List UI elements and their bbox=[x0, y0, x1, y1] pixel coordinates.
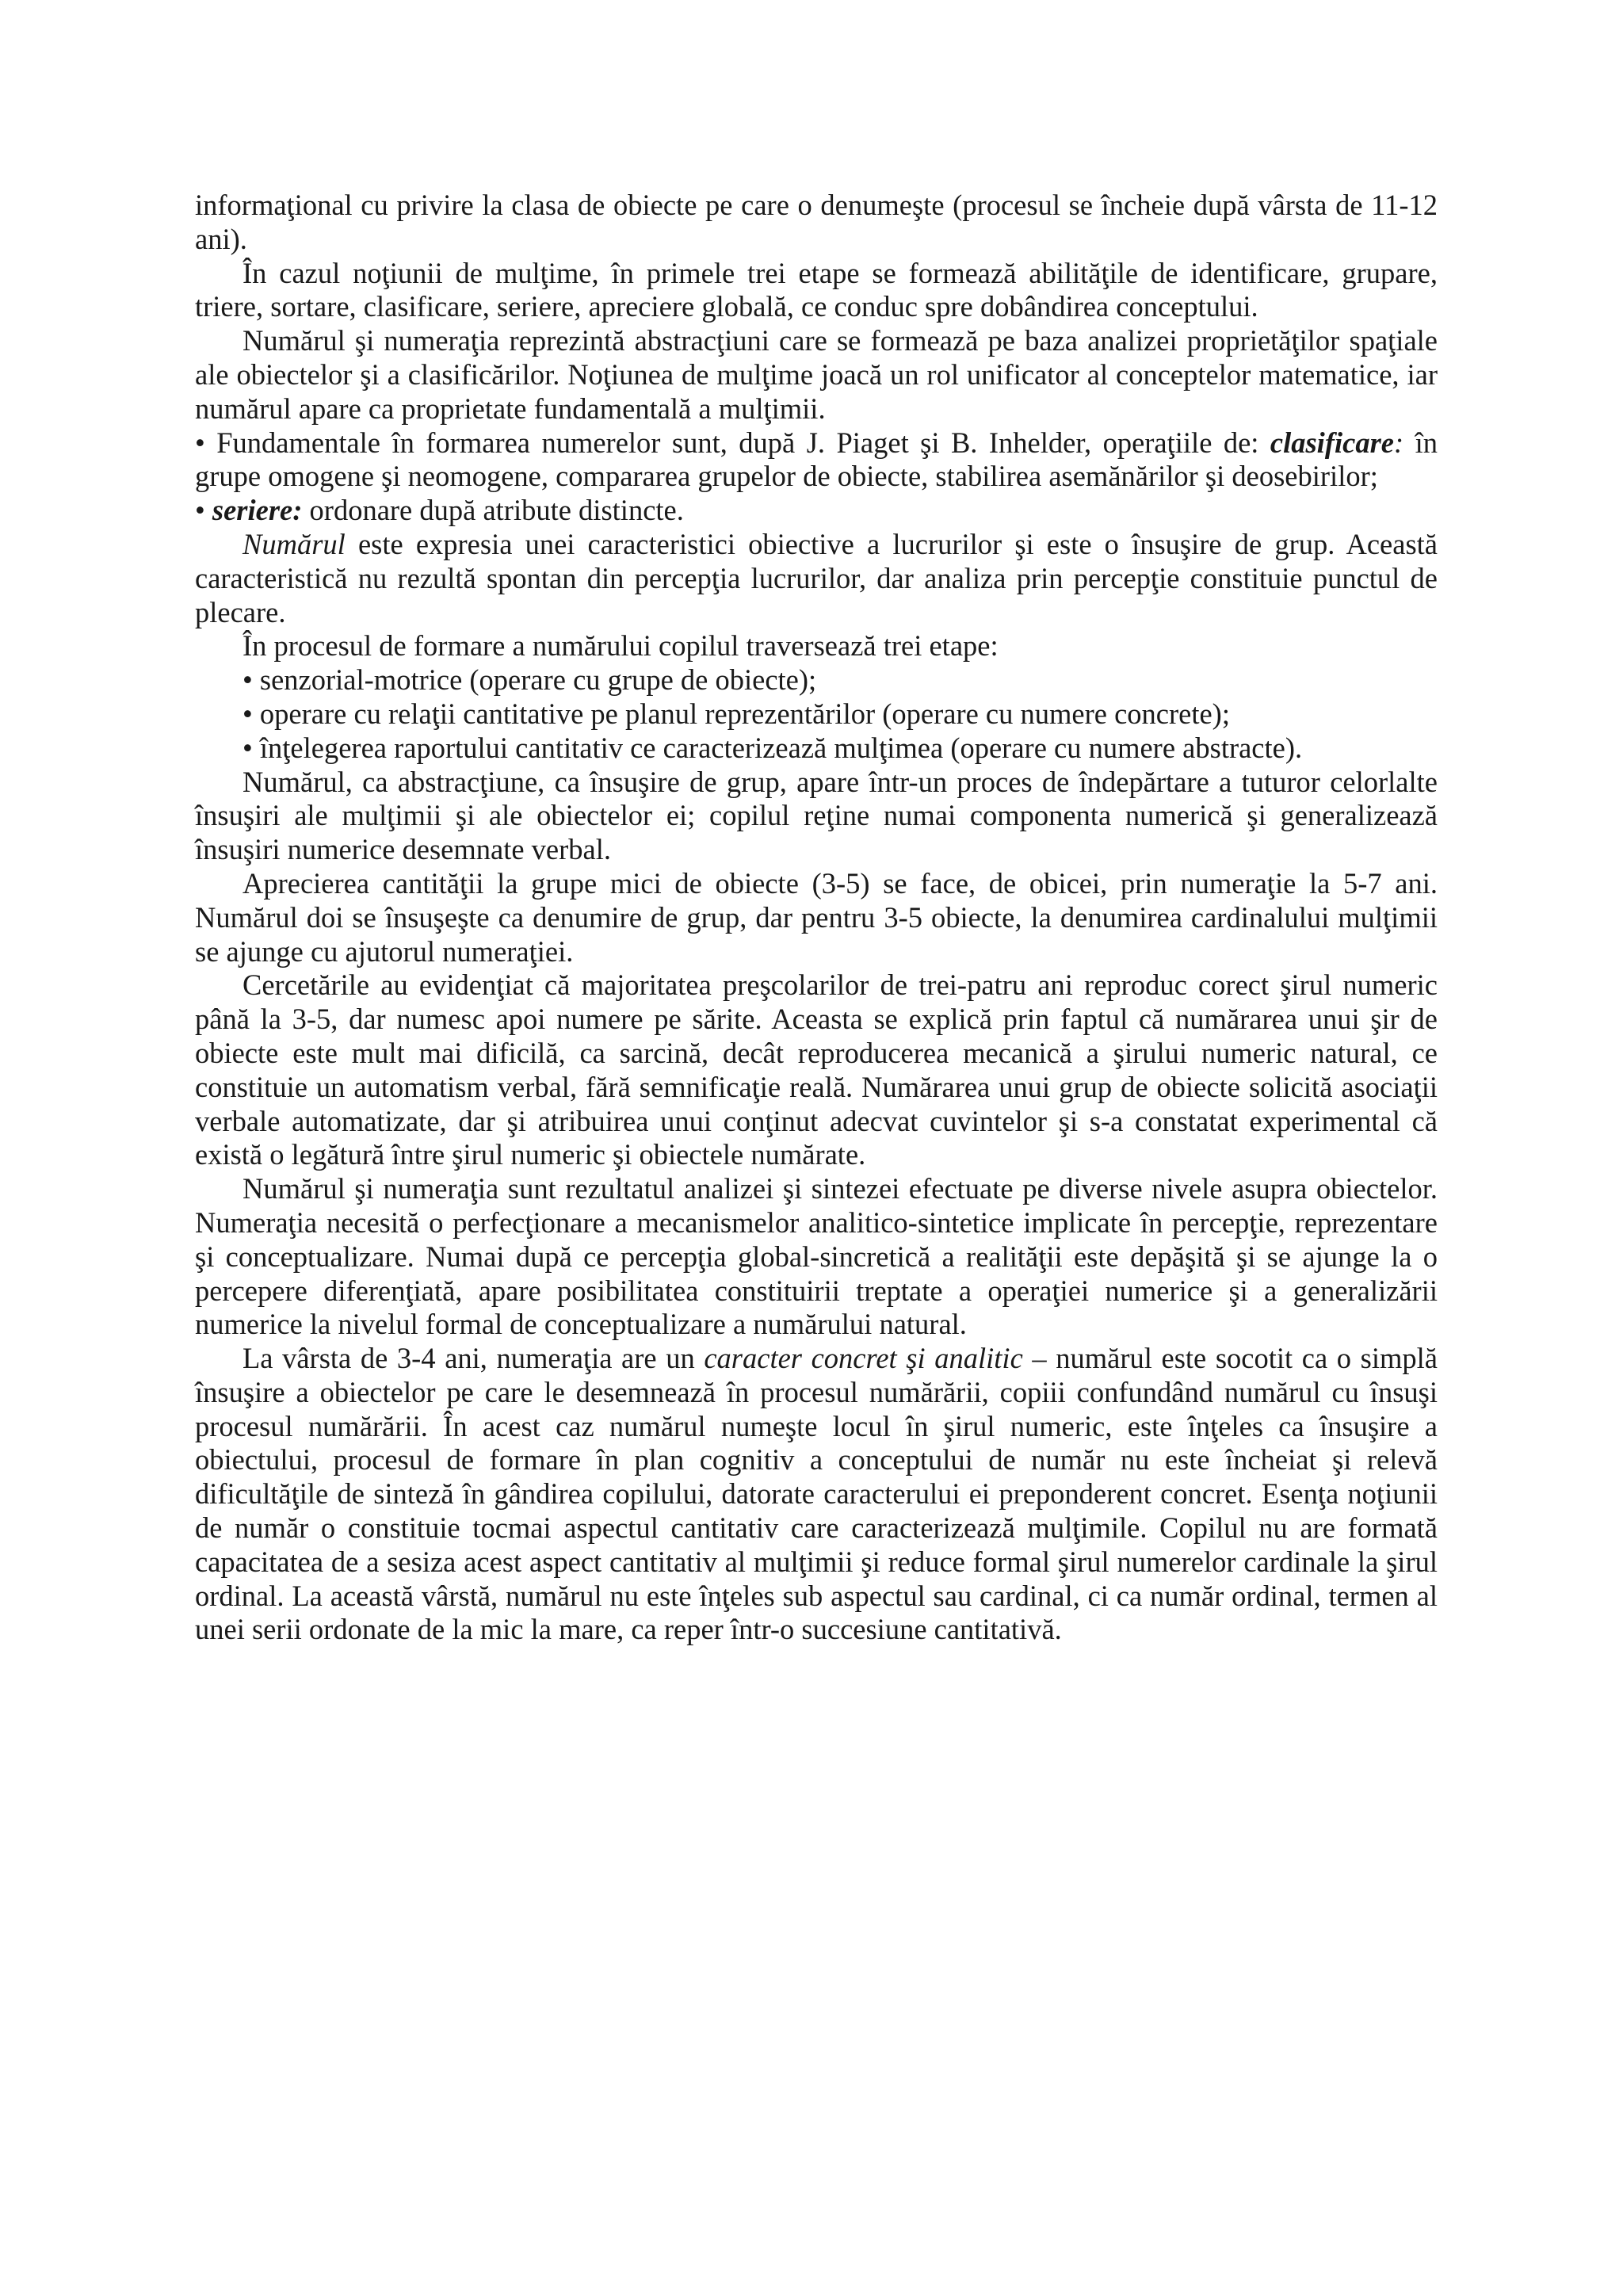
bullet-seriere bbox=[195, 494, 1438, 528]
paragraph-numarul-definitie bbox=[195, 528, 1438, 629]
paragraph-abstractiune: Numărul, ca abstracţiune, ca însuşire de grup, apare într-un proces de îndepărtare a tuturor celorlalte însuşiri ale mulţimii şi ale obiectelor ei; copilul reţine numai componenta numerică şi generalizează însuşiri numerice desemnate verbal. bbox=[195, 765, 1438, 866]
document-page bbox=[195, 189, 1438, 1647]
bullet-clasificare bbox=[195, 426, 1438, 495]
paragraph-varsta-3-4 bbox=[195, 1342, 1438, 1647]
bullet-clasificare-text: în grupe omogene şi neomogene, compararea grupelor de obiecte, stabilirea asemănărilor şi deosebirilor; bbox=[195, 426, 1438, 493]
bullet-seriere-mark: • bbox=[195, 494, 212, 527]
term-caracter-concret: caracter concret şi analitic bbox=[704, 1342, 1023, 1375]
term-clasificare: clasificare bbox=[1270, 426, 1394, 459]
term-seriere: seriere: bbox=[212, 494, 303, 527]
list-item-intelegerea: • înţelegerea raportului cantitativ ce caracterizează mulţimea (operare cu numere abstracte). bbox=[242, 731, 1303, 764]
term-clasificare-colon: : bbox=[1393, 426, 1404, 459]
paragraph-continuation: informaţional cu privire la clasa de obiecte pe care o denumeşte (procesul se încheie după vârsta de 11-12 ani). bbox=[195, 189, 1438, 255]
paragraph-aprecierea: Aprecierea cantităţii la grupe mici de obiecte (3-5) se face, de obicei, prin numeraţie la 5-7 ani. Numărul doi se însuşeşte ca denumire de grup, dar pentru 3-5 obiecte, la denumirea cardinalului mulţimii se ajunge cu ajutorul numeraţiei. bbox=[195, 866, 1438, 968]
paragraph-numar-numeratie: Numărul şi numeraţia reprezintă abstracţiuni care se formează pe baza analizei proprietăţilor spaţiale ale obiectelor şi a clasificărilor. Noţiunea de mulţime joacă un rol unificator al conceptelor matematice, iar numărul apare ca proprietate fundamentală a mulţimii. bbox=[195, 324, 1438, 425]
paragraph-multime: În cazul noţiunii de mulţime, în primele trei etape se formează abilităţile de identificare, grupare, triere, sortare, clasificare, seriere, apreciere globală, ce conduc spre dobândirea conceptului. bbox=[195, 256, 1438, 323]
list-item-operare-concrete: • operare cu relaţii cantitative pe planul reprezentărilor (operare cu numere concrete); bbox=[242, 697, 1230, 730]
bullet-seriere-text: ordonare după atribute distincte. bbox=[302, 494, 684, 527]
paragraph-varsta-lead: La vârsta de 3-4 ani, numeraţia are un bbox=[242, 1342, 705, 1375]
paragraph-numarul-text: este expresia unei caracteristici obiective a lucrurilor şi este o însuşire de grup. Această caracteristică nu rezultă spontan din percepţia lucrurilor, dar analiza prin percepţie constituie punctul de plecare. bbox=[195, 527, 1438, 628]
bullet-clasificare-lead: • Fundamentale în formarea numerelor sunt, după J. Piaget şi B. Inhelder, operaţiile de: bbox=[195, 426, 1270, 459]
paragraph-varsta-text: – numărul este socotit ca o simplă însuşire a obiectelor pe care le desemnează în procesul numărării, copiii confundând numărul cu însuşi procesul numărării. În acest caz numărul numeşte locul în şirul numeric, este înţeles ca însuşire a obiectului, procesul de formare în plan cognitiv a conceptului de număr nu este încheiat şi relevă dificultăţile de sinteză în gândirea copilului, datorate caracterului ei preponderent concret. Esenţa noţiunii de număr o constituie tocmai aspectul cantitativ care caracterizează mulţimile. Copilul nu are formată capacitatea de a sesiza acest aspect cantitativ al mulţimii şi reduce formal şirul numerelor cardinale la şirul ordinal. La această vârstă, numărul nu este înţeles sub aspectul sau cardinal, ci ca număr ordinal, termen al unei serii ordonate de la mic la mare, ca reper într-o succesiune cantitativă. bbox=[195, 1342, 1438, 1646]
list-item-senzorial: • senzorial-motrice (operare cu grupe de obiecte); bbox=[242, 663, 817, 697]
term-numarul: Numărul bbox=[242, 527, 346, 560]
paragraph-cercetarile: Cercetările au evidenţiat că majoritatea preşcolarilor de trei-patru ani reproduc corect şirul numeric până la 3-5, dar numesc apoi numere pe sărite. Aceasta se explică prin faptul că numărarea unui şir de obiecte este mult mai dificilă, ca sarcină, decât reproducerea mecanică a şirului numeric natural, ce constituie un automatism verbal, fără semnificaţie reală. Numărarea unui grup de obiecte solicită asociaţii verbale automatizate, dar şi atribuirea unui conţinut adecvat cuvintelor şi s-a constatat experimental că există o legătură între şirul numeric şi obiectele numărate. bbox=[195, 968, 1438, 1171]
paragraph-etape-intro: În procesul de formare a numărului copilul traversează trei etape: bbox=[242, 629, 999, 663]
paragraph-analiza-sinteza: Numărul şi numeraţia sunt rezultatul analizei şi sintezei efectuate pe diverse nivele asupra obiectelor. Numeraţia necesită o perfecţionare a mecanismelor analitico-sintetice implicate în percepţie, reprezentare şi conceptualizare. Numai după ce percepţia global-sincretică a realităţii este depăşită şi se ajunge la o percepere diferenţiată, apare posibilitatea constituirii treptate a operaţiei numerice şi a generalizării numerice la nivelul formal de conceptualizare a numărului natural. bbox=[195, 1172, 1438, 1341]
